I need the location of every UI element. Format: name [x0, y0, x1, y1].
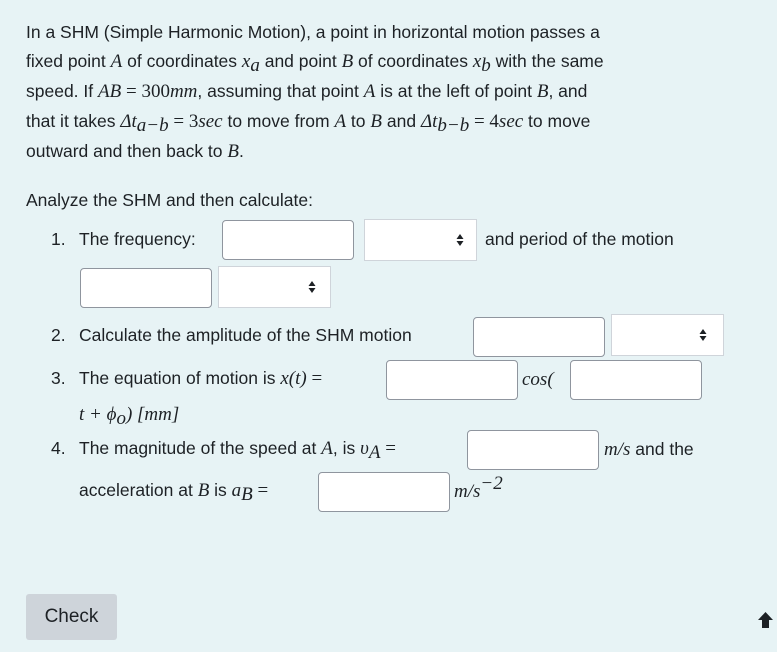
text: to move: [523, 111, 591, 131]
text: is: [209, 480, 232, 500]
point-a-symbol: A: [363, 81, 376, 102]
text: to: [346, 111, 371, 131]
instruction-text: Analyze the SHM and then calculate:: [26, 190, 313, 210]
text: fixed point: [26, 51, 111, 71]
question-line-5: [26, 142, 244, 161]
item-3-label: [79, 369, 322, 388]
point-a-symbol: A: [110, 51, 123, 72]
time-unit: sec: [498, 111, 524, 132]
ms2-unit: m/s: [454, 481, 481, 502]
equation-tail: [79, 404, 180, 429]
equals: =: [121, 81, 142, 102]
t-plus-phi: t + ϕ: [79, 404, 117, 425]
text: acceleration at: [79, 480, 198, 500]
ab-symbol: AB: [98, 81, 122, 102]
equals: =: [168, 111, 189, 132]
text: The equation of motion is: [79, 368, 281, 388]
acceleration-unit: [454, 473, 503, 502]
point-b-symbol: B: [197, 480, 210, 501]
delta-t-sub: b−b: [437, 115, 470, 136]
time-unit: sec: [198, 111, 223, 132]
item-1-label: The frequency:: [79, 229, 196, 249]
mm-unit: ) [mm]: [125, 404, 180, 425]
up-down-caret-icon: [699, 327, 707, 343]
time-value: 3: [188, 111, 199, 132]
equation-omega-input[interactable]: [570, 360, 702, 400]
question-line-2: [26, 51, 604, 76]
frequency-unit-select[interactable]: [364, 219, 477, 261]
velocity-sub: A: [368, 442, 381, 463]
equals: =: [306, 368, 323, 389]
speed-unit-text: [604, 440, 694, 459]
text: and: [382, 111, 421, 131]
check-button[interactable]: Check: [26, 594, 117, 640]
question-line-3: [26, 82, 587, 101]
xb-symbol: x: [472, 51, 482, 72]
ab-unit: mm: [169, 81, 198, 102]
delta-t-symbol: Δt: [420, 111, 438, 132]
arrow-up-icon: [754, 608, 777, 632]
frequency-input[interactable]: [222, 220, 354, 260]
scroll-top-button[interactable]: [754, 608, 777, 632]
item-2-number: 2.: [51, 325, 66, 345]
acceleration-input[interactable]: [318, 472, 450, 512]
item-4-label-acceleration: [79, 480, 269, 505]
speed-input[interactable]: [467, 430, 599, 470]
point-a-symbol: A: [334, 111, 347, 132]
text: In a SHM (Simple Harmonic Motion), a point in horizontal motion passes a: [26, 22, 600, 42]
x-of-t-symbol: x(t): [280, 368, 307, 389]
ab-value: 300: [141, 81, 170, 102]
xa-symbol: x: [241, 51, 251, 72]
text: and point: [259, 51, 342, 71]
item-4-label: [79, 438, 396, 463]
item-4-number: 4.: [51, 438, 66, 458]
equals: =: [380, 438, 396, 459]
item-2-label: Calculate the amplitude of the SHM motion: [79, 325, 412, 345]
point-b-symbol: B: [536, 81, 549, 102]
xa-sub: a: [250, 55, 260, 76]
ms2-exponent: −2: [480, 473, 503, 494]
point-a-symbol: A: [321, 438, 333, 459]
text: that it takes: [26, 111, 121, 131]
text: of coordinates: [353, 51, 473, 71]
text: , is: [332, 438, 361, 458]
item-3-number: 3.: [51, 368, 66, 388]
equals: =: [469, 111, 490, 132]
xb-sub: b: [481, 55, 491, 76]
ms-unit: m/s: [604, 439, 631, 460]
period-input[interactable]: [80, 268, 212, 308]
cos-symbol: cos(: [522, 369, 554, 390]
equals: =: [252, 480, 269, 501]
text: and the: [630, 439, 694, 459]
time-value: 4: [489, 111, 499, 132]
item-1-label-period: and period of the motion: [485, 229, 674, 249]
item-1-number: 1.: [51, 229, 66, 249]
question-line-4: [26, 111, 591, 136]
acceleration-sub: B: [241, 484, 253, 505]
equation-amplitude-input[interactable]: [386, 360, 518, 400]
point-b-symbol: B: [370, 111, 382, 132]
delta-t-sub: a−b: [136, 115, 169, 136]
text: speed. If: [26, 81, 98, 101]
up-down-caret-icon: [456, 232, 464, 248]
text: with the same: [490, 51, 604, 71]
text: .: [239, 141, 244, 161]
up-down-caret-icon: [308, 279, 316, 295]
text: outward and then back to: [26, 141, 228, 161]
velocity-symbol: υ: [360, 438, 369, 459]
text: to move from: [222, 111, 335, 131]
text: of coordinates: [122, 51, 242, 71]
phi-sub: o: [116, 408, 126, 429]
acceleration-symbol: a: [231, 480, 242, 501]
text: The magnitude of the speed at: [79, 438, 322, 458]
question-line-1: [26, 24, 600, 42]
point-b-symbol: B: [341, 51, 354, 72]
period-unit-select[interactable]: [218, 266, 331, 308]
point-b-symbol: B: [227, 141, 239, 162]
text: is at the left of point: [375, 81, 537, 101]
delta-t-symbol: Δt: [120, 111, 137, 132]
text: , assuming that point: [197, 81, 364, 101]
text: , and: [548, 81, 588, 101]
amplitude-unit-select[interactable]: [611, 314, 724, 356]
amplitude-input[interactable]: [473, 317, 605, 357]
